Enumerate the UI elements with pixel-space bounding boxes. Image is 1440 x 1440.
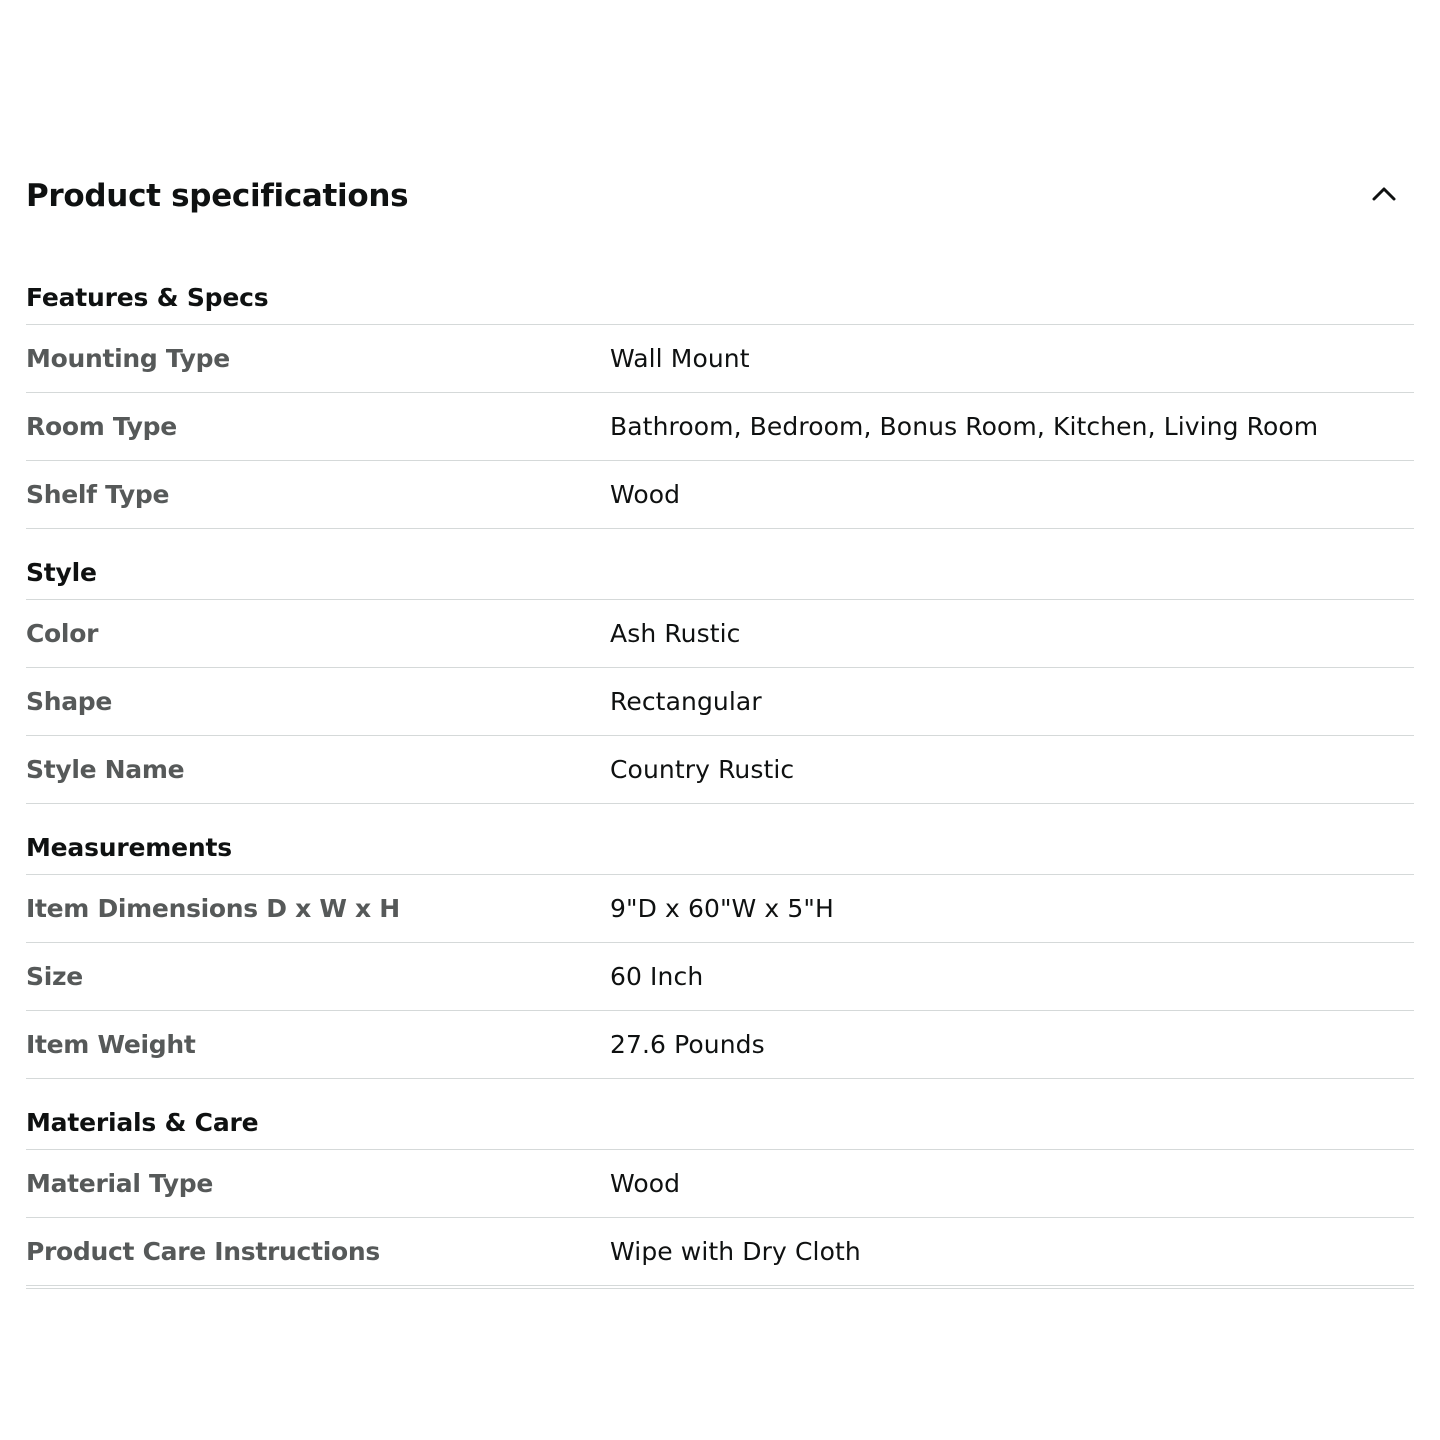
spec-value: Ash Rustic: [610, 619, 741, 648]
spec-section-measurements: [26, 822, 1414, 1079]
spec-value: 60 Inch: [610, 962, 704, 991]
chevron-up-icon: [1370, 180, 1398, 208]
spec-value: Bathroom, Bedroom, Bonus Room, Kitchen, Living Room: [610, 412, 1319, 441]
spec-label: Material Type: [26, 1169, 214, 1198]
section-heading: Features & Specs: [26, 272, 1414, 325]
spec-label: Product Care Instructions: [26, 1237, 380, 1266]
spec-section-materials-care: [26, 1097, 1414, 1286]
spec-value: Wipe with Dry Cloth: [610, 1237, 861, 1266]
spec-row: [26, 668, 1414, 736]
spec-value: Wood: [610, 1169, 681, 1198]
spec-label: Shelf Type: [26, 480, 170, 509]
spec-value: Wood: [610, 480, 681, 509]
spec-sections: [26, 272, 1414, 1289]
spec-section-style: [26, 547, 1414, 804]
panel-title: Product specifications: [26, 178, 409, 214]
spec-row: [26, 875, 1414, 943]
spec-row: [26, 325, 1414, 393]
spec-row: [26, 461, 1414, 529]
section-heading: Measurements: [26, 822, 1414, 875]
spec-label: Mounting Type: [26, 344, 230, 373]
spec-row: [26, 1011, 1414, 1079]
spec-row: [26, 943, 1414, 1011]
section-heading: Materials & Care: [26, 1097, 1414, 1150]
spec-value: 9"D x 60"W x 5"H: [610, 894, 834, 923]
spec-label: Item Weight: [26, 1030, 196, 1059]
spec-value: 27.6 Pounds: [610, 1030, 765, 1059]
spec-label: Style Name: [26, 755, 185, 784]
spec-row: [26, 736, 1414, 804]
section-heading: Style: [26, 547, 1414, 600]
spec-label: Size: [26, 962, 83, 991]
spec-value: Wall Mount: [610, 344, 750, 373]
spec-label: Color: [26, 619, 99, 648]
panel-header[interactable]: [26, 160, 1414, 232]
spec-row: [26, 393, 1414, 461]
spec-row: [26, 1150, 1414, 1218]
bottom-divider: [26, 1288, 1414, 1289]
product-specifications-panel: [26, 160, 1414, 1289]
spec-label: Item Dimensions D x W x H: [26, 894, 400, 923]
spec-label: Shape: [26, 687, 113, 716]
spec-label: Room Type: [26, 412, 177, 441]
spec-section-features-specs: [26, 272, 1414, 529]
spec-value: Rectangular: [610, 687, 762, 716]
collapse-toggle-button[interactable]: [1364, 174, 1404, 214]
spec-row: [26, 600, 1414, 668]
spec-value: Country Rustic: [610, 755, 795, 784]
spec-row: [26, 1218, 1414, 1286]
